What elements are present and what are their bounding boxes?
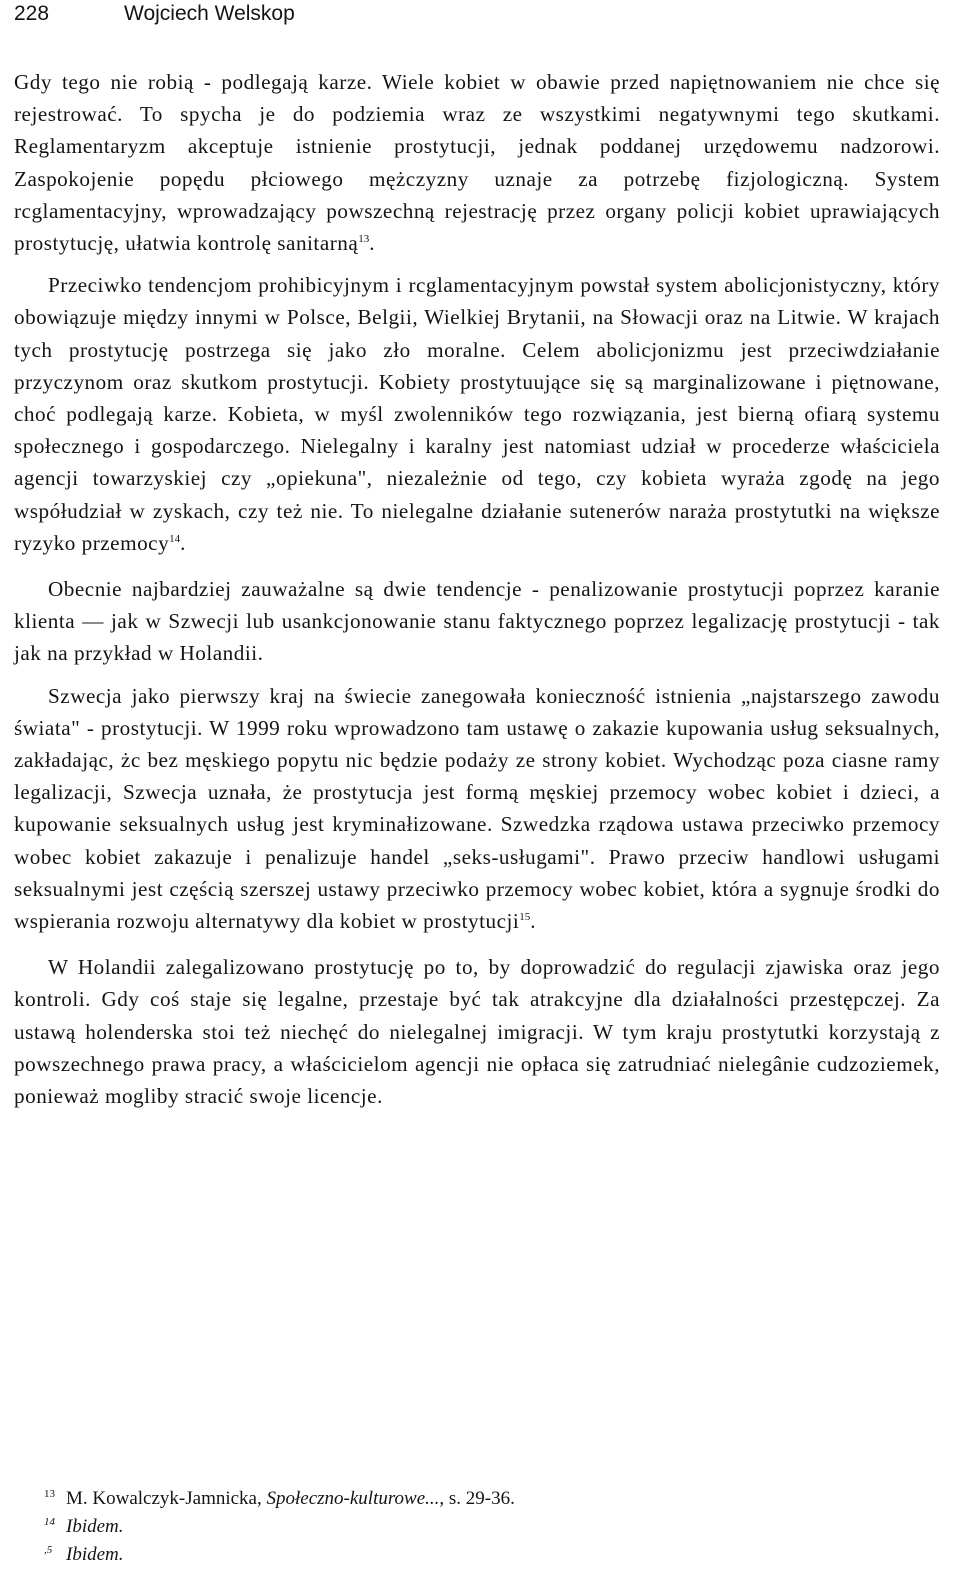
- footnote-title: Społeczno-kulturowe...: [266, 1488, 440, 1509]
- footnote-mark: ,5: [44, 1544, 53, 1556]
- author-name: Wojciech Welskop: [124, 2, 295, 25]
- paragraph-text: Obecnie najbardziej zauważalne są dwie tendencje - penalizowanie prostytucji poprzez karanie klienta — jak w Szwecji lub usankcjonowanie stanu faktycznego poprzez legalizację prostytucji - tak jak na przykład w Holandii.: [14, 577, 940, 666]
- footnote: [44, 1536, 515, 1564]
- footnote: [44, 1508, 515, 1536]
- footnote-mark: 14: [44, 1516, 55, 1528]
- paragraph-text: Szwecja jako pierwszy kraj na świecie zanegowała konieczność istnienia „najstarszego zawodu świata" - prostytucji. W 1999 roku wprowadzono tam ustawę o zakazie kupowania usług seksualnych, zakładając, żc bez męskiego popytu nic będzie podaży ze strony kobiet. Wychodząc poza ciasne ramy legalizacji, Szwecja uznała, że prostytucja jest formą męskiej przemocy wobec kobiet i dzieci, a kupowanie seksualnych usług jest kryminałizowane. Szwedzka rządowa ustawa przeciwko przemocy wobec kobiet zakazuje i penalizuje handel „seks-usługami". Prawo przeciw handlowi usługami seksualnymi jest częścią szerszej ustawy przeciwko przemocy wobec kobiet, która a sygnuje środki do wspierania rozwoju alternatywy dla kobiet w prostytucji: [14, 683, 940, 934]
- paragraph: Gdy tego nie robią - podlegają karze. Wiele kobiet w obawie przed napiętnowaniem nie chce się rejestrować. To spycha je do podziemia wraz ze wszystkimi negatywnymi tego skutkami. Reglamentaryzm akceptuje istnienie prostytucji, jednak poddanej urzędowemu nadzorowi. Zaspokojenie popędu płciowego mężczyzny uznaje za potrzebę fizjologiczną. System rcglamentacyjny, wprowadzający powszechną rejestrację przez organy policji kobiet uprawiających prostytucję, ułatwia kontrolę sanitarną$^{13}$.: [14, 70, 940, 256]
- footnote-text: Ibidem.: [66, 1544, 124, 1565]
- footnote-ref: 15: [519, 911, 531, 924]
- footnote-text: Ibidem.: [66, 1516, 124, 1537]
- footnote-pages: , s. 29-36.: [439, 1488, 515, 1509]
- footnote-author: M. Kowalczyk-Jamnicka,: [66, 1488, 262, 1509]
- footnotes: [44, 1480, 515, 1564]
- footnote-ref: 13: [358, 232, 370, 245]
- footnote-mark: 13: [44, 1488, 55, 1500]
- running-header: [14, 2, 295, 26]
- page-number: 228: [14, 2, 50, 25]
- paragraph: [14, 951, 940, 1112]
- paragraph-text: Przeciwko tendencjom prohibicyjnym i rcglamentacyjnym powstał system abolicjonistyczny, który obowiązuje między innymi w Polsce, Belgii, Wielkiej Brytanii, na Słowacji oraz na Litwie. W krajach tych prostytucję postrzega się jako zło moralne. Celem abolicjonizmu jest przeciwdziałanie przyczynom oraz skutkom prostytucji. Kobiety prostytuujące się są marginalizowane i piętnowane, choć podlegają karze. Kobieta, w myśl zwolenników tego rozwiązania, jest bierną ofiarą systemu społecznego i gospodarczego. Nielegalny i karalny jest natomiast udział w procederze właściciela agencji towarzyskiej czy „opiekuna", niezależnie od tego, czy kobieta wyraża zgodę na jego współudział w zyskach, czy też nie. To nielegalne działanie sutenerów naraża prostytutki na większe ryzyko przemocy: [14, 273, 940, 555]
- paragraph-text: W Holandii zalegalizowano prostytucję po to, by doprowadzić do regulacji zjawiska oraz jego kontroli. Gdy coś staje się legalne, przestaje być tak atrakcyjne dla działalności przestępczej. Za ustawą holenderska stoi też niechęć do nielegalnej imigracji. W tym kraju prostytutki korzystają z powszechnego prawa pracy, a właścicielom agencji nie opłaca się zatrudniać nielegânie cudzoziemek, ponieważ mogliby stracić swoje licencje.: [14, 955, 940, 1109]
- main-text: [14, 66, 940, 1122]
- footnote-ref: 14: [169, 532, 181, 545]
- paragraph: Przeciwko tendencjom prohibicyjnym i rcglamentacyjnym powstał system abolicjonistyczny, który obowiązuje między innymi w Polsce, Belgii, Wielkiej Brytanii, na Słowacji oraz na Litwie. W krajach tych prostytucję postrzega się jako zło moralne. Celem abolicjonizmu jest przeciwdziałanie przyczynom oraz skutkom prostytucji. Kobiety prostytuujące się są marginalizowane i piętnowane, choć podlegają karze. Kobieta, w myśl zwolenników tego rozwiązania, jest bierną ofiarą systemu społecznego i gospodarczego. Nielegalny i karalny jest natomiast udział w procederze właściciela agencji towarzyskiej czy „opiekuna", niezależnie od tego, czy kobieta wyraża zgodę na jego współudział w zyskach, czy też nie. To nielegalne działanie sutenerów naraża prostytutki na większe ryzyko przemocy$^{14}$.: [14, 273, 940, 555]
- footnote: [44, 1480, 515, 1508]
- paragraph: [14, 573, 940, 670]
- paragraph-text: Gdy tego nie robią - podlegają karze. Wiele kobiet w obawie przed napiętnowaniem nie chce się rejestrować. To spycha je do podziemia wraz ze wszystkimi negatywnymi tego skutkami. Reglamentaryzm akceptuje istnienie prostytucji, jednak poddanej urzędowemu nadzorowi. Zaspokojenie popędu płciowego mężczyzny uznaje za potrzebę fizjologiczną. System rcglamentacyjny, wprowadzający powszechną rejestrację przez organy policji kobiet uprawiających prostytucję, ułatwia kontrolę sanitarną: [14, 70, 940, 256]
- paragraph: Szwecja jako pierwszy kraj na świecie zanegowała konieczność istnienia „najstarszego zawodu świata" - prostytucji. W 1999 roku wprowadzono tam ustawę o zakazie kupowania usług seksualnych, zakładając, żc bez męskiego popytu nic będzie podaży ze strony kobiet. Wychodząc poza ciasne ramy legalizacji, Szwecja uznała, że prostytucja jest formą męskiej przemocy wobec kobiet i dzieci, a kupowanie seksualnych usług jest kryminałizowane. Szwedzka rządowa ustawa przeciwko przemocy wobec kobiet zakazuje i penalizuje handel „seks-usługami". Prawo przeciw handlowi usługami seksualnymi jest częścią szerszej ustawy przeciwko przemocy wobec kobiet, która a sygnuje środki do wspierania rozwoju alternatywy dla kobiet w prostytucji$^{15}$.: [14, 683, 940, 934]
